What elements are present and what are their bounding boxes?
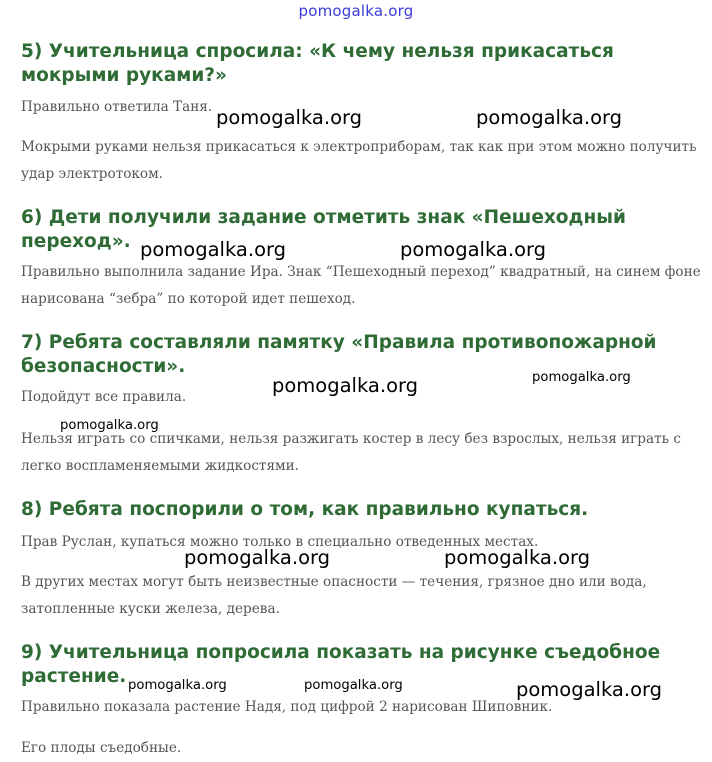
section-8-paragraph-1: Прав Руслан, купаться можно только в специально отведенных местах. [21,534,539,550]
section-5-heading: 5) Учительница спросила: «К чему нельзя прикасаться мокрыми руками?» [21,41,614,86]
watermark: pomogalka.org [444,546,591,569]
watermark: pomogalka.org [128,678,227,693]
watermark: pomogalka.org [184,546,331,569]
watermark: pomogalka.org [516,678,663,701]
watermark: pomogalka.org [60,418,159,433]
watermark: pomogalka.org [304,678,403,693]
watermark: pomogalka.org [400,238,547,261]
section-6-heading: 6) Дети получили задание отметить знак «Пешеходный переход». [21,207,626,252]
section-9-heading: 9) Учительница попросила показать на рисунке съедобное растение. [21,642,661,687]
watermark: pomogalka.org [532,370,631,385]
section-7-paragraph-1: Подойдут все правила. [21,389,187,405]
watermark: pomogalka.org [272,374,419,397]
watermark: pomogalka.org [140,238,287,261]
section-7-heading: 7) Ребята составляли памятку «Правила противопожарной безопасности». [21,332,657,377]
section-9-paragraph-1: Правильно показала растение Надя, под цифрой 2 нарисован Шиповник. [21,699,553,715]
section-8-heading: 8) Ребята поспорили о том, как правильно купаться. [21,499,589,520]
watermark: pomogalka.org [216,106,363,129]
section-8-paragraph-2: В других местах могут быть неизвестные опасности — течения, грязное дно или вода, затопленные куски железа, дерева. [21,574,647,617]
section-9-paragraph-2: Его плоды съедобные. [21,740,182,756]
section-6-paragraph-1: Правильно выполнила задание Ира. Знак “Пешеходный переход” квадратный, на синем фоне нарисована “зебра” по которой идет пешеход. [21,264,701,307]
watermark: pomogalka.org [476,106,623,129]
site-watermark-top: pomogalka.org [298,2,414,20]
section-5-paragraph-1: Правильно ответила Таня. [21,99,213,115]
section-5-paragraph-2: Мокрыми руками нельзя прикасаться к электроприборам, так как при этом можно получить удар электротоком. [21,139,697,182]
section-7-paragraph-2: Нельзя играть со спичками, нельзя разжигать костер в лесу без взрослых, нельзя играть с легко воспламеняемыми жидкостями. [21,431,681,474]
